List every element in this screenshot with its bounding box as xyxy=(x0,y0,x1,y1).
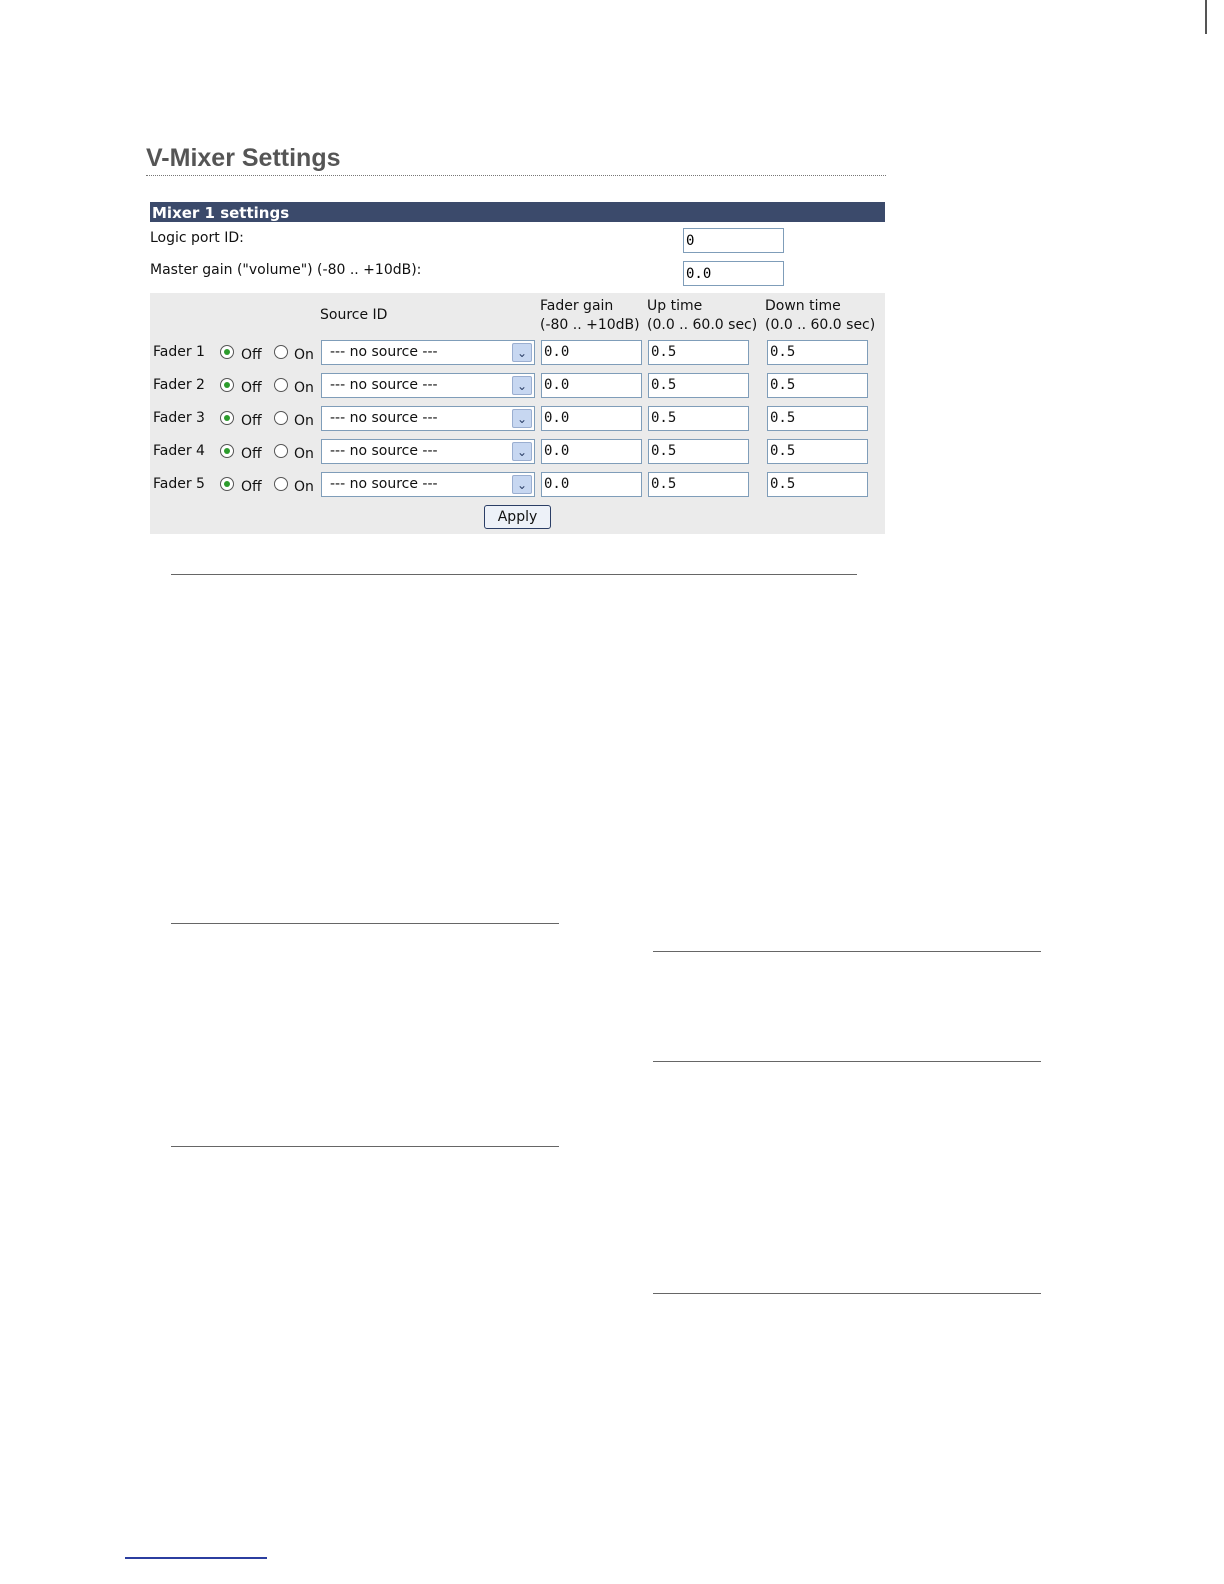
up-time-input[interactable]: 0.5 xyxy=(648,472,749,497)
master-gain-label: Master gain ("volume") (-80 .. +10dB): xyxy=(150,262,422,278)
source-select-value: --- no source --- xyxy=(330,476,438,492)
fader-state-radio-group xyxy=(220,376,316,400)
fader-label: Fader 1 xyxy=(153,344,205,360)
title-divider xyxy=(146,175,886,176)
on-label: On xyxy=(294,413,314,429)
fader-gain-header-range: (-80 .. +10dB) xyxy=(540,317,640,333)
divider-line xyxy=(653,1061,1041,1062)
divider-line xyxy=(171,1146,559,1147)
up-time-header xyxy=(647,297,757,335)
fader-gain-input[interactable]: 0.0 xyxy=(541,472,642,497)
chevron-down-icon[interactable]: ⌄ xyxy=(512,376,532,395)
on-radio[interactable] xyxy=(274,411,288,425)
off-radio[interactable] xyxy=(220,477,234,491)
divider-line xyxy=(171,574,857,575)
up-time-input[interactable]: 0.5 xyxy=(648,373,749,398)
fader-row xyxy=(150,439,885,469)
down-time-input[interactable]: 0.5 xyxy=(767,340,868,365)
off-label: Off xyxy=(241,479,262,495)
fader-gain-input[interactable]: 0.0 xyxy=(541,373,642,398)
fader-row xyxy=(150,340,885,370)
off-label: Off xyxy=(241,413,262,429)
on-radio[interactable] xyxy=(274,345,288,359)
off-radio[interactable] xyxy=(220,444,234,458)
footnote-rule xyxy=(125,1557,267,1559)
source-select-value: --- no source --- xyxy=(330,410,438,426)
on-radio[interactable] xyxy=(274,477,288,491)
on-label: On xyxy=(294,347,314,363)
page-title: V-Mixer Settings xyxy=(146,144,341,172)
divider-line xyxy=(653,951,1041,952)
source-select-value: --- no source --- xyxy=(330,344,438,360)
down-time-input[interactable]: 0.5 xyxy=(767,472,868,497)
fader-state-radio-group xyxy=(220,475,316,499)
fader-label: Fader 2 xyxy=(153,377,205,393)
mixer-section-header: Mixer 1 settings xyxy=(150,202,885,222)
source-select[interactable] xyxy=(321,439,535,464)
fader-state-radio-group xyxy=(220,409,316,433)
down-time-input[interactable]: 0.5 xyxy=(767,439,868,464)
fader-gain-input[interactable]: 0.0 xyxy=(541,340,642,365)
off-radio[interactable] xyxy=(220,378,234,392)
divider-line xyxy=(653,1293,1041,1294)
up-time-input[interactable]: 0.5 xyxy=(648,406,749,431)
off-label: Off xyxy=(241,380,262,396)
off-label: Off xyxy=(241,347,262,363)
page-edge-line xyxy=(1205,0,1207,34)
fader-row xyxy=(150,373,885,403)
fader-state-radio-group xyxy=(220,442,316,466)
on-radio[interactable] xyxy=(274,378,288,392)
source-select[interactable] xyxy=(321,340,535,365)
fader-gain-header-title: Fader gain xyxy=(540,298,614,314)
fader-row xyxy=(150,472,885,502)
down-time-input[interactable]: 0.5 xyxy=(767,406,868,431)
down-time-header xyxy=(765,297,875,335)
chevron-down-icon[interactable]: ⌄ xyxy=(512,409,532,428)
logic-port-label: Logic port ID: xyxy=(150,230,244,246)
up-time-header-title: Up time xyxy=(647,298,703,314)
up-time-input[interactable]: 0.5 xyxy=(648,340,749,365)
fader-gain-input[interactable]: 0.0 xyxy=(541,406,642,431)
off-radio[interactable] xyxy=(220,411,234,425)
fader-state-radio-group xyxy=(220,343,316,367)
chevron-down-icon[interactable]: ⌄ xyxy=(512,475,532,494)
on-label: On xyxy=(294,479,314,495)
fader-table xyxy=(150,293,885,534)
on-radio[interactable] xyxy=(274,444,288,458)
up-time-input[interactable]: 0.5 xyxy=(648,439,749,464)
off-label: Off xyxy=(241,446,262,462)
fader-gain-input[interactable]: 0.0 xyxy=(541,439,642,464)
on-label: On xyxy=(294,446,314,462)
divider-line xyxy=(171,923,559,924)
down-time-input[interactable]: 0.5 xyxy=(767,373,868,398)
master-gain-input[interactable] xyxy=(683,261,784,286)
down-time-header-title: Down time xyxy=(765,298,841,314)
fader-row xyxy=(150,406,885,436)
source-select[interactable] xyxy=(321,472,535,497)
logic-port-input[interactable] xyxy=(683,228,784,253)
chevron-down-icon[interactable]: ⌄ xyxy=(512,343,532,362)
apply-button[interactable]: Apply xyxy=(484,505,551,529)
chevron-down-icon[interactable]: ⌄ xyxy=(512,442,532,461)
source-id-header: Source ID xyxy=(320,307,388,323)
source-select-value: --- no source --- xyxy=(330,377,438,393)
fader-label: Fader 4 xyxy=(153,443,205,459)
source-select[interactable] xyxy=(321,406,535,431)
fader-gain-header xyxy=(540,297,640,335)
fader-label: Fader 5 xyxy=(153,476,205,492)
up-time-header-range: (0.0 .. 60.0 sec) xyxy=(647,317,758,333)
fader-label: Fader 3 xyxy=(153,410,205,426)
on-label: On xyxy=(294,380,314,396)
off-radio[interactable] xyxy=(220,345,234,359)
source-select[interactable] xyxy=(321,373,535,398)
source-select-value: --- no source --- xyxy=(330,443,438,459)
down-time-header-range: (0.0 .. 60.0 sec) xyxy=(765,317,876,333)
